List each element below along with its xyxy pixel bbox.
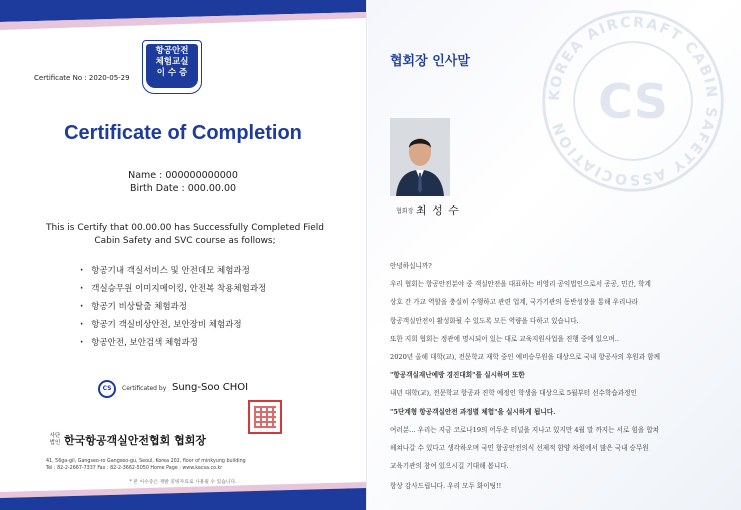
- letter-paragraph: 2020년 올해 대학(교), 전문학교 재학 중인 예비승무원을 대상으로 국내 항공사의 후원과 함께: [390, 353, 661, 362]
- letter-paragraph: 헤쳐나갈 수 있다고 생각하오며 국민 항공안전의식 선제적 함양 차원에서 많은 국내 승무원: [390, 444, 649, 453]
- certificate-title: Certificate of Completion: [64, 122, 302, 144]
- certificate-footnote: * 본 이수증은 재발 증빙자료로 사용될 수 있습니다.: [129, 480, 237, 485]
- badge-line-1: 항공안전: [155, 46, 189, 56]
- address-line: 41, 56ga-gil, Gangseo-ro Gangseo-gu, Seoul, Korea 202, floor of minkyung building: [46, 459, 246, 464]
- letter-paragraph: 또한 지희 협회는 정관에 명시되어 있는 대로 교육지원사업을 진행 중에 있으며..: [390, 334, 619, 343]
- cs-logo-icon: CS: [98, 380, 116, 398]
- letter-paragraph: 항공객실안전이 활성화될 수 있도록 모든 역량을 다하고 있습니다.: [390, 316, 579, 325]
- letter-paragraph: 안녕하십니까?: [390, 262, 432, 270]
- statement-line: This is Certify that 00.00.00 has Successfully Completed Field: [46, 223, 324, 233]
- course-badge: [142, 40, 202, 94]
- certificate-page: [0, 0, 367, 510]
- bottom-ribbon-decoration: [0, 482, 366, 510]
- watermark-ring-text: KOREA AIRCRAFT CABIN SAFETY ASSOCIATION: [546, 14, 720, 188]
- statement-line: Cabin Safety and SVC course as follows;: [94, 236, 276, 246]
- greeting-page: [368, 0, 741, 510]
- recipient-name: Name : 000000000000: [128, 170, 238, 181]
- president-name: 최 성 수: [416, 204, 460, 217]
- recipient-birth-date: Birth Date : 000.00.00: [129, 183, 237, 194]
- letter-paragraph: 우리 협회는 항공안전분야 중 객실안전을 대표하는 비영리 공익법인으로서 공공, 민간, 학계: [390, 280, 651, 289]
- course-item: · 객실승무원 이미지메이킹, 안전복 착용체험과정: [80, 280, 266, 298]
- greeting-title: 협회장 인사말: [390, 54, 470, 69]
- course-item: · 항공안전, 보안검색 체험과정: [80, 334, 266, 352]
- corporation-prefix: 사단법인: [49, 433, 61, 446]
- course-item: · 항공기내 객실서비스 및 안전데모 체험과정: [80, 262, 266, 280]
- completion-statement: [40, 222, 330, 248]
- certified-by-label: Certificated by: [122, 385, 167, 392]
- president-portrait: [390, 118, 450, 196]
- signer-name: Sung-Soo CHOI: [172, 382, 249, 393]
- course-item: · 항공기 객실비상안전, 보안장비 체험과정: [80, 316, 266, 334]
- organization-name: 한국항공객실안전협회 협회장: [64, 434, 206, 447]
- association-watermark-icon: [538, 6, 728, 196]
- watermark-center-text: CS: [598, 75, 668, 131]
- greeting-letter-body: [390, 257, 720, 475]
- course-list: [80, 262, 266, 352]
- official-seal-stamp: [248, 400, 282, 434]
- badge-line-2: 체험교실: [155, 57, 189, 67]
- letter-paragraph: 내년 대학(교), 전문학교 항공과 진학 예정인 학생을 대상으로 5월부터 선수학습과정인: [390, 389, 637, 398]
- letter-closing: 항상 감사드립니다. 우리 모두 화이팅!!: [390, 482, 502, 490]
- president-role: 협회장: [396, 208, 414, 215]
- contact-line: Tel : 82-2-2667-7337 Fax : 82-2-3662-5050 Home Page : www.kacsa.co.kr: [46, 466, 223, 471]
- address-block: [46, 458, 326, 472]
- letter-paragraph: 상호 간 가교 역할을 충실히 수행하고 관련 업계, 국가기관의 동반성장을 통해 우리나라: [390, 298, 639, 307]
- course-item: · 항공기 비상탈출 체험과정: [80, 298, 266, 316]
- letter-paragraph: 여러분... 우리는 지금 코로나19의 어두운 터널을 지나고 있지만 4월 말 까지는 서로 힘을 합쳐: [390, 425, 660, 434]
- letter-paragraph-emphasis: "5단계형 항공객실안전 과정별 체험"을 실시하게 됩니다.: [390, 407, 556, 416]
- badge-line-3: 이 수 증: [156, 68, 188, 78]
- letter-paragraph-emphasis: "항공객실재난예방 경진대회"를 실시하며 또한: [390, 371, 525, 380]
- certificate-number: Certificate No : 2020-05-29: [34, 74, 130, 82]
- letter-paragraph: 교육기관의 참여 있으시길 기대해 봅니다.: [390, 462, 509, 471]
